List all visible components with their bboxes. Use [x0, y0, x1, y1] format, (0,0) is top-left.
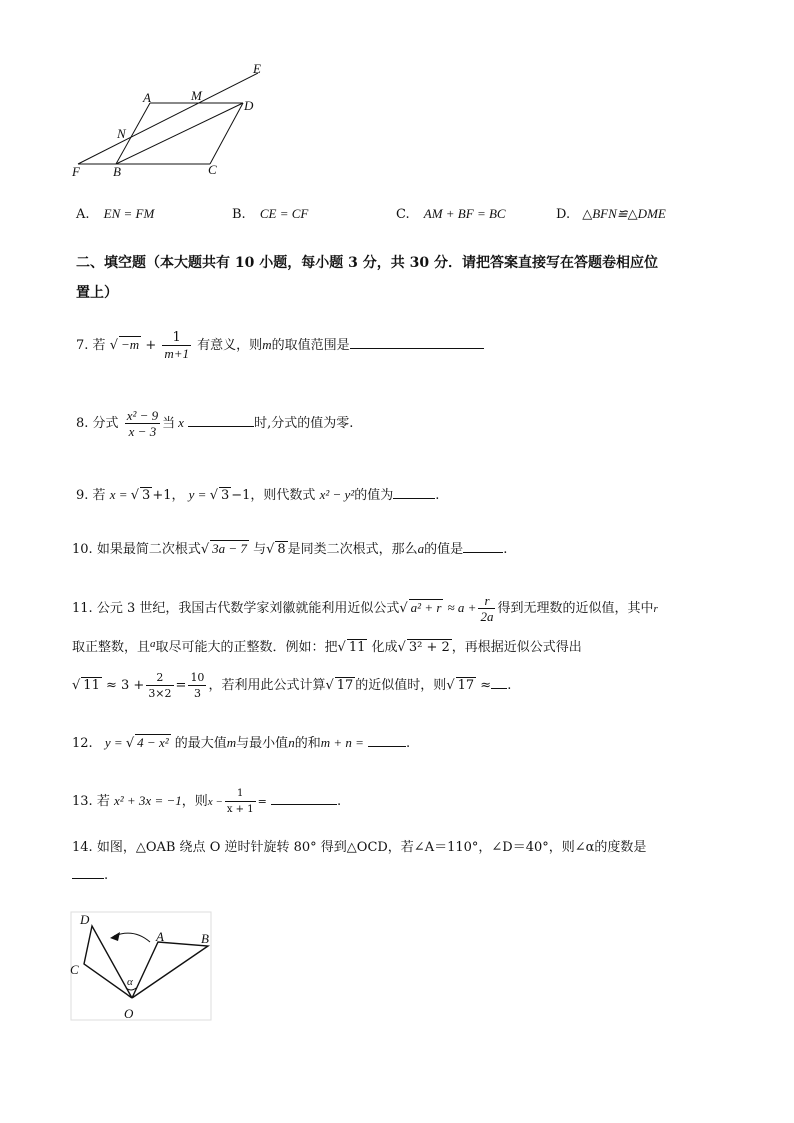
q11-l2a: 取正整数，且	[72, 640, 151, 655]
q11-f3-den: 3	[193, 687, 201, 700]
q11-l2c: 化成	[371, 640, 398, 655]
line-fe	[78, 73, 258, 164]
sqrt-symbol: √	[125, 736, 135, 751]
q13-eq: =	[257, 795, 267, 808]
q10-text2: 是同类二次根式，那么	[287, 542, 418, 557]
q8-post: 时,分式的值为零.	[254, 416, 354, 431]
q9-minus1: −1，则代数式	[231, 488, 316, 503]
q7-pre: 若	[92, 338, 106, 353]
q11-l2var: a	[150, 638, 156, 650]
question-9	[76, 484, 439, 503]
label-d: D	[244, 98, 254, 113]
q9-plus1: +1，	[152, 488, 185, 503]
q7-frac-num: 1	[162, 330, 191, 346]
q13-end: .	[336, 794, 342, 809]
q13-t1: 若	[96, 794, 110, 809]
section-heading-line1: 二、填空题（本大题共有 10 小题，每小题 3 分，共 30 分．请把答案直接写在答题卷相应位	[76, 255, 658, 271]
q12-end: .	[406, 736, 411, 751]
q9-rad2: 3	[220, 488, 230, 503]
q11-l3b: ，若利用此公式计算	[208, 678, 326, 693]
question-11-line3	[72, 670, 511, 701]
q12-t2: 与最小值	[236, 736, 289, 751]
q8-var: x	[178, 415, 184, 430]
q11-f1-den: 2a	[480, 609, 494, 624]
sqrt-symbol: √	[397, 640, 406, 655]
sqrt-symbol: √	[266, 542, 275, 557]
q7-var: m	[262, 337, 272, 352]
q12-v1: m	[226, 735, 237, 750]
q13-t2: ，则	[181, 794, 208, 809]
q13-frac-den: x + 1	[226, 804, 254, 815]
q12-t1: 的最大值	[174, 736, 227, 751]
section-heading-line2: 置上）	[76, 285, 118, 301]
label-alpha: α	[127, 976, 133, 988]
parallelogram-figure	[60, 58, 280, 183]
q11-approx1: ≈ a +	[447, 600, 477, 615]
question-10	[72, 538, 507, 557]
q13-fraction	[225, 786, 256, 817]
q11-l2d: ，再根据近似公式得出	[451, 640, 582, 655]
q14-line1: 如图，△OAB 绕点 O 逆时针旋转 80° 得到△OCD，若∠A＝110°，∠D＝40°，则∠α的度数是	[96, 840, 647, 855]
q12-t3: 的和	[294, 736, 321, 751]
option-b-letter: B.	[232, 207, 246, 222]
label-a: A	[143, 90, 151, 105]
label-c: C	[208, 162, 217, 177]
sqrt-symbol: √	[72, 678, 81, 693]
q12-v3: m + n =	[320, 735, 364, 750]
q9-y-eq: y =	[188, 487, 210, 502]
q10-var: a	[417, 541, 425, 556]
q14-number: 14.	[72, 840, 93, 855]
q9-answer-blank[interactable]	[393, 486, 435, 499]
q11-f2-num: 2	[146, 670, 173, 686]
q12-y-eq: y =	[104, 735, 126, 750]
q11-l2b: 取尽可能大的正整数．例如：把	[155, 640, 338, 655]
label-e: E	[253, 61, 261, 76]
q8-number: 8.	[76, 416, 89, 431]
q11-fraction1	[478, 593, 495, 624]
q11-number: 11.	[72, 601, 93, 616]
question-12	[72, 732, 410, 751]
label-o: O	[124, 1006, 134, 1021]
q7-answer-blank[interactable]	[350, 336, 484, 349]
q12-v2: n	[288, 735, 295, 750]
option-b	[232, 206, 308, 222]
q11-fraction3	[188, 670, 206, 701]
q14-answer-blank[interactable]	[72, 866, 104, 879]
q11-f1-num: r	[478, 593, 495, 609]
q11-rad2: 11	[348, 640, 366, 655]
q11-rad1: a² + r	[410, 600, 442, 615]
q11-l3d: ≈	[480, 678, 492, 693]
q9-tail: 的值为	[354, 488, 394, 503]
q13-frac-num: 1	[225, 786, 256, 802]
q11-f2-den: 3×2	[148, 687, 172, 700]
sqrt-symbol: √	[399, 601, 408, 616]
q11-f3-num: 10	[190, 671, 205, 684]
q7-post2: 的取值范围是	[271, 338, 350, 353]
option-d-text: △BFN≌△DME	[582, 206, 666, 221]
q10-rad2: 8	[277, 542, 286, 557]
q10-answer-blank[interactable]	[463, 540, 503, 553]
q9-rad1: 3	[142, 488, 151, 503]
q9-text1: 若	[92, 488, 106, 503]
q10-end: .	[503, 542, 508, 557]
q11-l1var: r	[653, 603, 658, 615]
q7-number: 7.	[76, 338, 89, 353]
q11-end: .	[507, 678, 512, 693]
q13-m1: x² + 3x = −1	[113, 793, 182, 808]
sqrt-symbol: √	[209, 488, 218, 503]
arrow-head-icon	[110, 932, 120, 941]
q8-frac-den: x − 3	[128, 424, 157, 439]
q11-l1a: 公元 3 世纪，我国古代数学家刘徽就能利用近似公式	[96, 601, 400, 616]
q11-eq: =	[175, 678, 187, 693]
q11-l3c: 的近似值时，则	[355, 678, 447, 693]
question-11-line1	[72, 593, 658, 624]
sqrt-symbol: √	[109, 338, 118, 353]
q11-rad6: 17	[457, 678, 475, 693]
label-m: M	[191, 88, 202, 103]
sqrt-symbol: √	[337, 640, 346, 655]
q12-answer-blank[interactable]	[368, 734, 406, 747]
option-d	[556, 206, 666, 222]
triangle-ocd	[84, 926, 132, 998]
q13-number: 13.	[72, 794, 93, 809]
label-b: B	[201, 931, 209, 946]
label-d: D	[80, 912, 90, 927]
q10-rad1: 3a − 7	[212, 541, 247, 556]
q8-frac-num: x² − 9	[126, 408, 159, 423]
q8-answer-blank[interactable]	[188, 414, 254, 427]
q10-text3: 的值是	[424, 542, 464, 557]
q10-text1: 如果最简二次根式	[96, 542, 201, 557]
q8-fraction	[125, 408, 160, 439]
q7-post: 有意义，则	[197, 338, 263, 353]
label-n: N	[117, 126, 126, 141]
label-c: C	[70, 962, 79, 977]
question-13	[72, 786, 341, 817]
q7-fraction	[162, 330, 191, 361]
q11-rad3: 3² + 2	[408, 640, 450, 655]
q14-end: .	[104, 868, 109, 883]
q7-frac-den: m+1	[164, 346, 190, 361]
q9-x-eq: x =	[109, 487, 131, 502]
q11-l3a: ≈ 3 +	[105, 678, 145, 693]
q7-plus: +	[145, 338, 157, 353]
q10-number: 10.	[72, 542, 93, 557]
line-dc	[210, 103, 243, 164]
sqrt-symbol: √	[200, 542, 210, 557]
option-c-letter: C.	[396, 207, 410, 222]
sqrt-symbol: √	[130, 488, 140, 503]
q11-rad4: 11	[83, 678, 100, 693]
q7-radicand: −m	[121, 337, 140, 352]
q9-number: 9.	[76, 488, 89, 503]
label-f: F	[72, 164, 80, 179]
q13-m2: x −	[207, 796, 223, 808]
q12-number: 12.	[72, 736, 93, 751]
question-7	[76, 330, 484, 361]
q12-radicand: 4 − x²	[137, 735, 169, 750]
sqrt-symbol: √	[446, 678, 455, 693]
option-b-text: CE = CF	[259, 206, 309, 221]
q8-pre: 分式	[92, 416, 119, 431]
option-c	[396, 206, 506, 222]
q11-l1b: 得到无理数的近似值，其中	[497, 601, 654, 616]
q11-rad5: 17	[336, 678, 354, 693]
question-14	[72, 836, 646, 855]
option-a-text: EN = FM	[103, 206, 155, 221]
sqrt-symbol: √	[325, 678, 334, 693]
q9-expr: x² − y²	[319, 487, 355, 502]
rotation-figure	[70, 908, 215, 1026]
option-d-letter: D.	[556, 207, 571, 222]
question-14-line2	[72, 866, 108, 883]
triangle-oab	[132, 942, 208, 998]
option-a-letter: A.	[76, 207, 90, 222]
q8-mid: 当	[162, 416, 176, 431]
question-11-line2	[72, 636, 582, 655]
q10-mid: 与	[253, 542, 267, 557]
q11-answer-blank[interactable]	[491, 676, 507, 689]
label-b: B	[113, 164, 121, 179]
q13-answer-blank[interactable]	[271, 792, 337, 805]
option-a	[76, 206, 154, 222]
label-a: A	[156, 929, 164, 944]
q11-fraction2	[146, 670, 173, 701]
question-8	[76, 408, 353, 439]
q9-end: .	[435, 488, 440, 503]
option-c-text: AM + BF = BC	[423, 206, 506, 221]
